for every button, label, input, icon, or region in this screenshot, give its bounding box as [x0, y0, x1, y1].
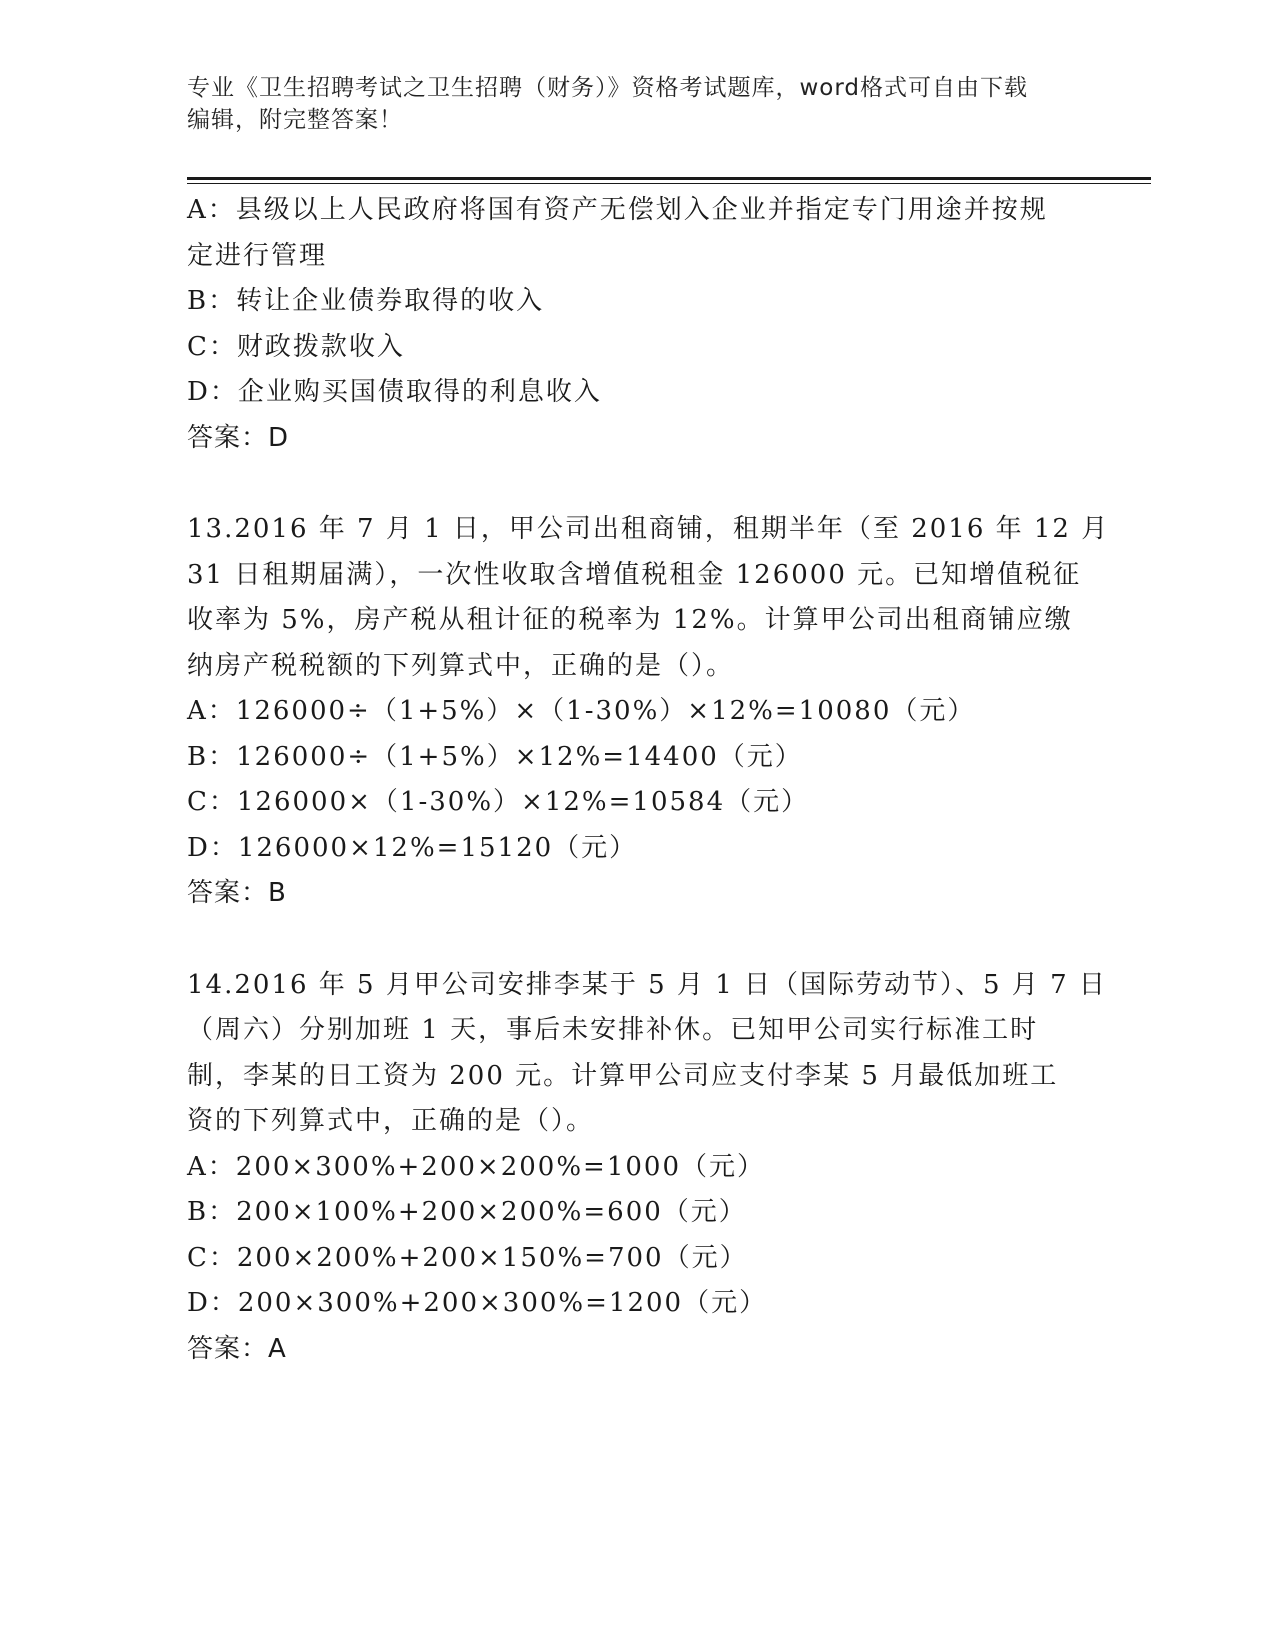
- spacer: [187, 917, 1087, 963]
- option-d: D：200×300%+200×300%=1200（元）: [187, 1288, 768, 1318]
- question-13: [187, 507, 1110, 917]
- document-header: [187, 72, 1067, 136]
- question-stem: 资的下列算式中，正确的是（）。: [187, 1106, 595, 1136]
- question-stem: 纳房产税税额的下列算式中，正确的是（）。: [187, 650, 735, 681]
- option-b: B：126000÷（1+5%）×12%=14400（元）: [187, 741, 803, 772]
- option-a-continued: 定进行管理: [187, 240, 328, 271]
- option-a: A：200×300%+200×200%=1000（元）: [187, 1151, 765, 1182]
- option-b: B：转让企业债券取得的收入: [187, 286, 545, 316]
- question-content: [187, 188, 1110, 1372]
- question-12: [187, 188, 1087, 461]
- question-stem: 收率为 5%，房产税从租计征的税率为 12%。计算甲公司出租商铺应缴: [187, 605, 1073, 635]
- option-a: A：126000÷（1+5%）×（1-30%）×12%=10080（元）: [187, 696, 976, 726]
- option-c: C：126000×（1-30%）×12%=10584（元）: [187, 787, 810, 817]
- answer: 答案：D: [187, 422, 290, 453]
- option-c: C：200×200%+200×150%=700（元）: [187, 1242, 748, 1273]
- question-stem: 13.2016 年 7 月 1 日，甲公司出租商铺，租期半年（至 2016 年 12 月: [187, 514, 1110, 544]
- option-d: D：企业购买国债取得的利息收入: [187, 377, 602, 407]
- header-line-1: 专业《卫生招聘考试之卫生招聘（财务）》资格考试题库，word格式可自由下载: [187, 75, 1029, 101]
- header-rule-thick: [187, 177, 1151, 180]
- header-rule-thin: [187, 183, 1151, 184]
- question-14: [187, 963, 1107, 1373]
- option-d: D：126000×12%=15120（元）: [187, 832, 638, 863]
- spacer: [187, 461, 1087, 507]
- question-stem: 31 日租期届满），一次性收取含增值税租金 126000 元。已知增值税征: [187, 559, 1082, 590]
- answer: 答案：A: [187, 1333, 287, 1364]
- option-b: B：200×100%+200×200%=600（元）: [187, 1197, 747, 1227]
- option-c: C：财政拨款收入: [187, 331, 405, 362]
- option-a: A：县级以上人民政府将国有资产无偿划入企业并指定专门用途并按规: [187, 195, 1048, 225]
- question-stem: 制，李某的日工资为 200 元。计算甲公司应支付李某 5 月最低加班工: [187, 1060, 1059, 1091]
- answer: 答案：B: [187, 878, 287, 908]
- question-stem: （周六）分别加班 1 天，事后未安排补休。已知甲公司实行标准工时: [187, 1015, 1039, 1045]
- header-line-2: 编辑，附完整答案！: [187, 107, 403, 133]
- question-stem: 14.2016 年 5 月甲公司安排李某于 5 月 1 日（国际劳动节）、5 月 7 日: [187, 969, 1107, 1000]
